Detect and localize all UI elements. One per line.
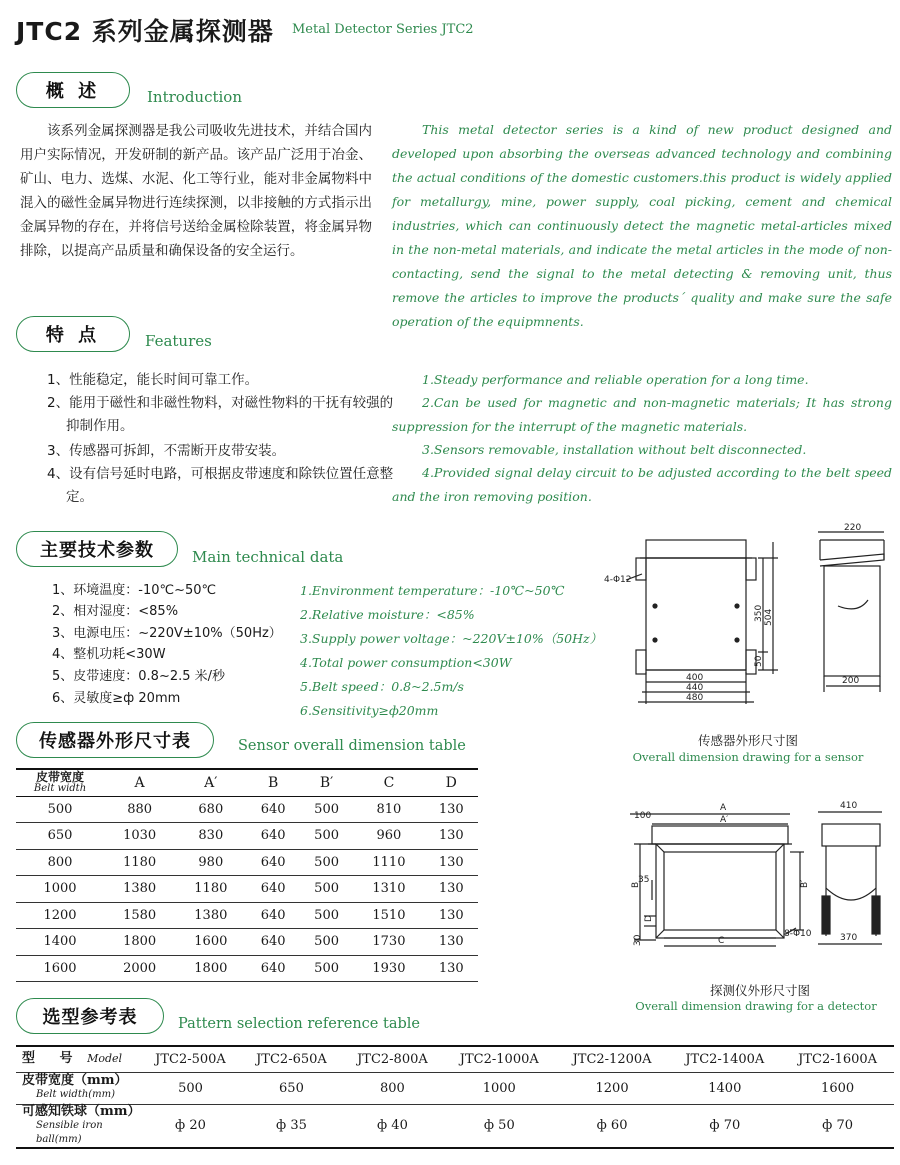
- intro-heading-en: Introduction: [147, 88, 242, 106]
- detector-frame: [656, 844, 784, 938]
- feature-en-2: 2.Can be used for magnetic and non-magnetic materials; It has strong suppression for the interrupt of the magnetic materials.: [392, 395, 892, 434]
- sensor-front-cap: [646, 540, 746, 558]
- dimension-cell: 130: [438, 960, 464, 976]
- dimension-cell: 640: [260, 907, 286, 923]
- belt-width-cell: 1200: [556, 1072, 669, 1104]
- dimension-cell: 1580: [123, 907, 157, 923]
- detector-drawing-caption-zh: 探测仪外形尺寸图: [709, 983, 810, 998]
- model-cell: JTC2-1600A: [781, 1046, 894, 1072]
- col-header: C: [383, 774, 395, 791]
- dimension-cell: 640: [260, 960, 286, 976]
- detector-top-bar: [652, 826, 788, 844]
- detector-d30: 30: [633, 934, 643, 946]
- param-en-3: 3.Supply power voltage：~220V±10%（50Hz）: [300, 631, 603, 646]
- table-row: [16, 823, 478, 850]
- dimension-cell: 1310: [372, 881, 406, 897]
- belt-width-cell: 500: [47, 801, 73, 817]
- dimension-cell: 130: [438, 828, 464, 844]
- belt-width-cell: 650: [241, 1072, 342, 1104]
- feature-zh-4: 4、设有信号延时电路，可根据皮带速度和除铁位置任意整定。: [47, 466, 394, 505]
- belt-width-cell: 800: [47, 854, 73, 870]
- sensor-front-body: [646, 558, 746, 670]
- table-row: [16, 955, 478, 982]
- belt-width-cell: 1200: [43, 907, 77, 923]
- param-zh-5: 5、皮带速度：0.8~2.5 米/秒: [52, 669, 226, 684]
- page-title: JTC2 系列金属探测器: [16, 17, 274, 46]
- model-cell: JTC2-800A: [342, 1046, 443, 1072]
- col-header: D: [445, 774, 457, 791]
- sensor-w480: 480: [686, 693, 704, 703]
- col-header: A′: [204, 774, 218, 791]
- model-cell: JTC2-650A: [241, 1046, 342, 1072]
- dimension-cell: 500: [314, 828, 339, 844]
- param-en-6: 6.Sensitivity≥ф20mm: [300, 703, 439, 718]
- model-cell: JTC2-500A: [140, 1046, 241, 1072]
- param-en-2: 2.Relative moisture：<85%: [300, 607, 475, 622]
- belt-width-cell: 650: [47, 828, 73, 844]
- belt-width-label-zh: 皮带宽度（mm）: [22, 1073, 128, 1088]
- detector-label-A: A: [720, 803, 727, 813]
- dimension-cell: 640: [260, 854, 286, 870]
- dimension-cell: 500: [314, 801, 339, 817]
- dimension-cell: 680: [198, 801, 224, 817]
- detector-d410: 410: [840, 801, 858, 811]
- dimension-cell: 960: [376, 828, 402, 844]
- belt-width-cell: 1600: [781, 1072, 894, 1104]
- detector-label-B: B: [631, 881, 641, 888]
- dimension-cell: 2000: [123, 960, 157, 976]
- dimension-cell: 1030: [123, 828, 157, 844]
- iron-ball-label-zh: 可感知铁球（mm）: [22, 1103, 141, 1119]
- dimension-cell: 500: [314, 960, 339, 976]
- dimension-cell: 640: [260, 801, 286, 817]
- params-heading-en: Main technical data: [192, 548, 344, 566]
- detector-label-D: D: [644, 915, 654, 922]
- sensor-h350: 350: [754, 604, 764, 622]
- sensor-drawing: [598, 522, 898, 727]
- iron-ball-cell: ф 60: [556, 1104, 669, 1148]
- belt-width-cell: 800: [342, 1072, 443, 1104]
- feature-zh-1: 1、性能稳定，能长时间可靠工作。: [47, 372, 259, 388]
- dimension-cell: 640: [260, 881, 286, 897]
- belt-width-header-zh: 皮带宽度: [35, 769, 84, 784]
- table-row: [16, 929, 478, 956]
- feature-zh-3: 3、传感器可拆卸，不需断开皮带安装。: [47, 443, 286, 459]
- iron-ball-cell: ф 70: [668, 1104, 781, 1148]
- detector-d100: 100: [634, 811, 652, 821]
- sensor-h50: 50: [754, 655, 764, 667]
- dimension-cell: 1180: [194, 881, 228, 897]
- dimension-cell: 830: [198, 828, 224, 844]
- features-heading-en: Features: [145, 332, 212, 350]
- params-heading: 主要技术参数: [16, 531, 178, 567]
- sensor-dimension-table: [16, 768, 478, 982]
- iron-ball-cell: ф 50: [443, 1104, 556, 1148]
- model-cell: JTC2-1400A: [668, 1046, 781, 1072]
- feature-en-3: 3.Sensors removable, installation without belt disconnected.: [422, 442, 807, 457]
- param-zh-4: 4、整机功耗<30W: [52, 647, 166, 662]
- dimension-cell: 1510: [372, 907, 406, 923]
- table-row: [16, 796, 478, 823]
- sensor-hole-label: 4-Φ12: [604, 575, 632, 585]
- iron-ball-cell: ф 35: [241, 1104, 342, 1148]
- feature-en-1: 1.Steady performance and reliable operation for a long time.: [422, 372, 809, 387]
- col-header: B′: [319, 774, 334, 791]
- dimension-cell: 1730: [372, 934, 406, 950]
- dimension-cell: 500: [314, 934, 339, 950]
- sensor-side-body: [824, 566, 880, 676]
- col-header: B: [268, 774, 279, 791]
- selection-table: [16, 1045, 894, 1149]
- page-subtitle: Metal Detector Series JTC2: [292, 22, 474, 37]
- dimension-cell: 1180: [123, 854, 157, 870]
- detector-drawing-caption-en: Overall dimension drawing for a detector: [635, 999, 877, 1013]
- intro-text-zh: 该系列金属探测器是我公司吸收先进技术，并结合国内用户实际情况，开发研制的新产品。该产品广泛用于冶金、矿山、电力、选煤、水泥、化工等行业，能对非金属物料中混入的磁性金属异物进行连续探测，以非接触的方式指示出金属异物的存在，并将信号送给金属检除装置，将金属异物排除，以提高产品质量和确保设备的安全运行。: [20, 123, 372, 259]
- dimension-cell: 880: [127, 801, 153, 817]
- param-zh-2: 2、相对湿度：<85%: [52, 604, 179, 619]
- selection-heading-en: Pattern selection reference table: [178, 1016, 420, 1032]
- dimension-cell: 500: [314, 881, 339, 897]
- detector-label-C: C: [718, 936, 725, 946]
- belt-width-cell: 1400: [668, 1072, 781, 1104]
- intro-heading: 概 述: [16, 72, 130, 108]
- sensor-w440: 440: [686, 683, 704, 693]
- belt-width-cell: 500: [140, 1072, 241, 1104]
- detector-d370: 370: [840, 933, 858, 943]
- dimension-cell: 1800: [123, 934, 157, 950]
- iron-ball-cell: ф 40: [342, 1104, 443, 1148]
- feature-en-4: 4.Provided signal delay circuit to be adjusted according to the belt speed and the iron removing position.: [392, 465, 892, 504]
- iron-ball-label: [16, 1104, 140, 1148]
- param-en-4: 4.Total power consumption<30W: [300, 655, 512, 670]
- iron-ball-cell: ф 70: [781, 1104, 894, 1148]
- sensor-d200: 200: [842, 676, 860, 686]
- detector-label-Ap: A′: [720, 815, 729, 825]
- belt-width-label-en: Belt width(mm): [36, 1089, 116, 1100]
- table-header-row: [16, 769, 478, 796]
- param-en-5: 5.Belt speed：0.8~2.5m/s: [300, 679, 464, 694]
- selection-heading: 选型参考表: [16, 998, 164, 1034]
- sensor-table-heading: 传感器外形尺寸表: [16, 722, 214, 758]
- dimension-cell: 640: [260, 934, 286, 950]
- dimension-cell: 130: [438, 854, 464, 870]
- dimension-cell: 980: [198, 854, 224, 870]
- table-row: [16, 876, 478, 903]
- sensor-w400: 400: [686, 673, 704, 683]
- model-label: [16, 1046, 140, 1072]
- dimension-cell: 1380: [123, 881, 157, 897]
- iron-ball-cell: ф 20: [140, 1104, 241, 1148]
- dimension-cell: 130: [438, 881, 464, 897]
- dimension-cell: 1930: [372, 960, 406, 976]
- belt-width-cell: 1000: [443, 1072, 556, 1104]
- belt-width-cell: 1000: [43, 881, 77, 897]
- dimension-cell: 130: [438, 801, 464, 817]
- param-zh-1: 1、环境温度：-10℃~50℃: [52, 583, 217, 598]
- col-header: A: [134, 774, 145, 791]
- detector-holes: 8-Φ10: [784, 929, 812, 939]
- dimension-cell: 500: [314, 907, 339, 923]
- param-zh-6: 6、灵敏度≥ф 20mm: [52, 691, 181, 706]
- belt-width-cell: 1600: [43, 960, 77, 976]
- sensor-drawing-caption-zh: 传感器外形尺寸图: [697, 733, 798, 748]
- dimension-cell: 1380: [194, 907, 228, 923]
- dimension-cell: 640: [260, 828, 286, 844]
- dimension-cell: 810: [376, 801, 402, 817]
- dimension-cell: 1600: [194, 934, 228, 950]
- detector-label-Bp: B′: [800, 879, 810, 888]
- belt-width-header-en: Belt width: [33, 782, 87, 794]
- features-heading: 特 点: [16, 316, 130, 352]
- dimension-cell: 1110: [372, 854, 406, 870]
- model-label-zh: 型 号: [22, 1051, 83, 1067]
- sensor-d220: 220: [844, 523, 862, 533]
- belt-width-label: [16, 1072, 140, 1104]
- table-row: [16, 902, 478, 929]
- param-zh-3: 3、电源电压：~220V±10%（50Hz）: [52, 626, 282, 641]
- sensor-table-heading-en: Sensor overall dimension table: [238, 738, 466, 754]
- param-en-1: 1.Environment temperature：-10℃~50℃: [300, 583, 565, 598]
- detector-drawing: [604, 796, 898, 976]
- intro-text-en: This metal detector series is a kind of new product designed and developed upon absorbing the overseas advanced technology and combining the actual conditions of the domestic customers.this product is widely applied for metallurgy, mine, power supply, coal picking, cement and chemical industries, which can continuously detect the magnetic metal-articles mixed in the non-metal materials, and indicate the metal articles in the mode of non-contacting, send the signal to the metal detecting & removing unit, thus remove the articles to improve the products´ quality and make sure the safe operation of the equipmnents.: [392, 122, 892, 329]
- sensor-h504: 504: [764, 608, 774, 626]
- detector-side-top: [822, 824, 880, 846]
- table-row: [16, 849, 478, 876]
- dimension-cell: 130: [438, 934, 464, 950]
- sensor-drawing-caption-en: Overall dimension drawing for a sensor: [632, 750, 864, 764]
- detector-d35: 35: [638, 875, 650, 885]
- dimension-cell: 1800: [194, 960, 228, 976]
- belt-width-cell: 1400: [43, 934, 77, 950]
- model-label-en: Model: [87, 1052, 123, 1066]
- dimension-cell: 500: [314, 854, 339, 870]
- model-cell: JTC2-1200A: [556, 1046, 669, 1072]
- iron-ball-label-en: Sensible iron ball(mm): [36, 1119, 103, 1145]
- dimension-cell: 130: [438, 907, 464, 923]
- feature-zh-2: 2、能用于磁性和非磁性物料，对磁性物料的干抚有较强的抑制作用。: [47, 395, 394, 434]
- model-cell: JTC2-1000A: [443, 1046, 556, 1072]
